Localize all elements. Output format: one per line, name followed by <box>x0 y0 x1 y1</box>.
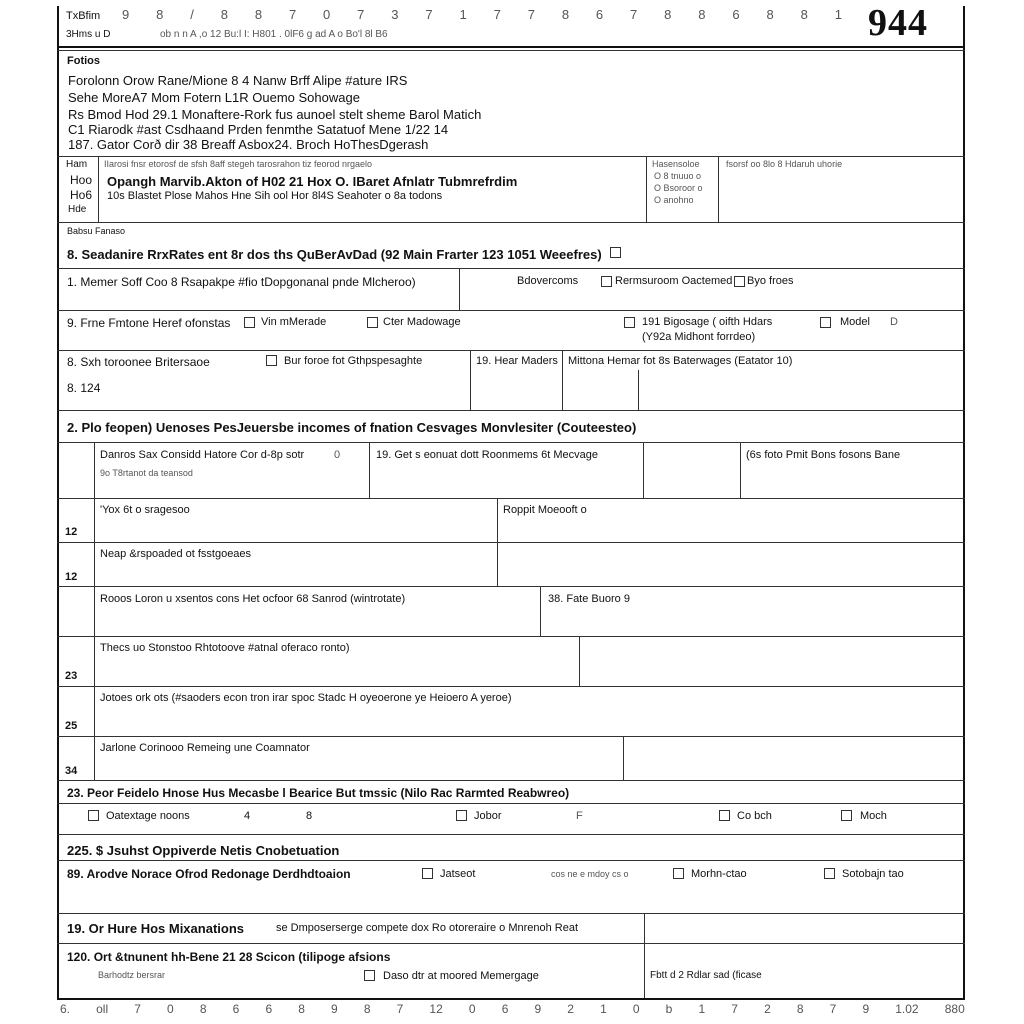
section-top-line: Rs Bmod Hod 29.1 Monaftere-Rork fus aunoel stelt sheme Barol Matich <box>68 107 482 122</box>
row120-option: Daso dtr at moored Memergage <box>383 970 539 982</box>
row120-checkbox[interactable] <box>364 970 375 981</box>
form-right-border <box>963 6 965 998</box>
row9-option-3: 191 Bigosage ( oifth Hdars <box>642 316 773 328</box>
digit: 2 <box>764 1002 771 1016</box>
header-digit-row <box>122 8 842 21</box>
section2-r1-c1-tail: 0 <box>334 449 341 461</box>
header-sublabel: 3Hms u D <box>66 29 111 40</box>
row9-option-2: Cter Madowage <box>383 316 461 328</box>
digit: 1 <box>600 1002 607 1016</box>
digit: 7 <box>493 7 501 22</box>
section-top-line: 187. Gator Corð dir 38 Breaff Asbox24. Broch HoThesDgerash <box>68 137 429 152</box>
row9-checkbox-4[interactable] <box>820 317 831 328</box>
digit: 9 <box>122 7 130 22</box>
row23-label: 23. Peor Feidelo Hnose Hus Mecasbe l Bearice But tmssic (Nilo Rac Rarmted Reabwreo) <box>67 786 570 800</box>
section2-r5-c1: Thecs uo Stonstoo Rhtotoove #atnal oferaco ronto) <box>100 642 350 654</box>
section2-r3-num: 12 <box>65 571 78 583</box>
row23-checkbox-3[interactable] <box>719 810 730 821</box>
digit: 7 <box>288 7 297 22</box>
form-number: 944 <box>868 2 928 44</box>
row1-option-2: Byo froes <box>747 275 794 287</box>
row23-checkbox-1[interactable] <box>88 810 99 821</box>
row8b-label: 8. Sxh toroonee Britersaoe <box>67 355 210 369</box>
digit: 8 <box>199 1002 207 1016</box>
row8b-sub: 8. 124 <box>67 381 101 395</box>
status-caption: Babsu Fanaso <box>67 226 126 236</box>
section2-r1-c3: (6s foto Pmit Bons fosons Bane <box>746 449 901 461</box>
row1-checkbox-1[interactable] <box>601 276 612 287</box>
section2-r3-c1: Neap &rspoaded ot fsstgoeaes <box>100 548 252 560</box>
digit: 8 <box>363 1002 371 1016</box>
name-left-label: Hoo <box>70 173 93 187</box>
row120-right: Fbtt d 2 Rdlar sad (ficase <box>650 970 762 981</box>
name-mid-line: O 8 tnuuo o <box>654 171 702 181</box>
row1-checkbox-2[interactable] <box>734 276 745 287</box>
row23-option-4: Moch <box>860 810 887 822</box>
name-left-label: Ham <box>66 159 88 170</box>
row225-label: 225. $ Jsuhst Oppiverde Netis Cnobetuation <box>67 843 340 858</box>
header-label: TxBfim <box>66 10 101 22</box>
digit: 0 <box>468 1002 476 1016</box>
row89-checkbox-2[interactable] <box>673 868 684 879</box>
name-left-label: Ho6 <box>70 188 93 202</box>
row89-checkbox-3[interactable] <box>824 868 835 879</box>
form-bottom-border <box>57 998 965 1000</box>
section-top-line: Sehe MoreA7 Mom Fotern L1R Ouemo Sohowage <box>68 90 360 105</box>
section2-r1-c1-sub: 9o T8rtanot da teansod <box>100 468 193 478</box>
section2-r5-num: 23 <box>65 670 78 682</box>
section-top-heading: Fotios <box>67 55 100 67</box>
digit: 9 <box>862 1002 870 1016</box>
row89-checkbox-1[interactable] <box>422 868 433 879</box>
row89-label: 89. Arodve Norace Ofrod Redonage Derdhdtoaion <box>67 867 351 881</box>
row23-option-2: Jobor <box>474 810 502 822</box>
row8b-col2: 19. Hear Maders <box>476 355 558 367</box>
digit: 9 <box>534 1002 542 1016</box>
digit: / <box>190 7 194 22</box>
digit: 6 <box>265 1002 273 1016</box>
digit: 8 <box>561 7 570 22</box>
digit: b <box>665 1002 673 1016</box>
digit: 8 <box>254 7 263 22</box>
row9-option-4-tail: D <box>890 316 898 328</box>
digit: 8 <box>698 7 706 22</box>
name-right-caption: fsorsf oo 8lo 8 Hdaruh uhorie <box>726 159 843 169</box>
digit: 7 <box>357 7 365 22</box>
row120-label: 120. Ort &tnunent hh-Bene 21 28 Scicon (tilipoge afsions <box>67 950 391 964</box>
row1-middle: Bdovercoms <box>517 275 579 287</box>
name-mid-line: O Bsoroor o <box>654 183 703 193</box>
row9-label: 9. Frne Fmtone Heref ofonstas <box>67 316 231 330</box>
section2-r1-c2: 19. Get s eonuat dott Roonmems 6t Mecvage <box>376 449 598 461</box>
digit: 7 <box>527 7 535 22</box>
digit: 8 <box>766 7 774 22</box>
digit: 1 <box>698 1002 706 1016</box>
digit: 8 <box>156 7 164 22</box>
status-line: 8. Seadanire RrxRates ent 8r dos ths QuBerAvDad (92 Main Frarter 123 1051 Weeefres) <box>67 247 602 262</box>
row23-option-3: Co bch <box>737 810 772 822</box>
digit: 7 <box>134 1002 141 1016</box>
row9-checkbox-3[interactable] <box>624 317 635 328</box>
footer-digit-row <box>60 1003 965 1015</box>
row89-option-1: Jatseot <box>440 868 476 880</box>
row23-checkbox-4[interactable] <box>841 810 852 821</box>
section2-r4-c1: Rooos Loron u xsentos cons Het ocfoor 68 Sanrod (wintrotate) <box>100 593 406 605</box>
section2-r6-c1: Jotoes ork ots (#saoders econ tron irar spoc Stadc H oyeoerone ye Heioero A yeroe) <box>100 692 512 704</box>
row9-option-3-sub: (Y92a Midhont forrdeo) <box>642 331 756 343</box>
digit: 6 <box>232 1002 240 1016</box>
digit: 6 <box>501 1002 509 1016</box>
row23-number-1: 4 <box>244 810 251 822</box>
row89-middle: cos ne e mdoy cs o <box>551 869 629 879</box>
digit: 7 <box>425 7 433 22</box>
header-divider <box>57 46 965 48</box>
section2-r4-c2: 38. Fate Buoro 9 <box>548 593 630 605</box>
digit: 2 <box>567 1002 574 1016</box>
row89-option-2: Morhn-ctao <box>691 868 747 880</box>
row23-number-2: 8 <box>306 810 313 822</box>
digit: 0 <box>323 7 331 22</box>
digit: 8 <box>796 1002 804 1016</box>
row9-option-4: Model <box>840 316 870 328</box>
name-caption: IIarosi fnsr etorosf de sfsh 8aff stegeh tarosrahon tiz feorod nrgaelo <box>104 159 372 169</box>
digit: 3 <box>391 7 399 22</box>
row9-checkbox-1[interactable] <box>244 317 255 328</box>
form-left-border <box>57 6 59 998</box>
row9-option-1: Vin mMerade <box>261 316 327 328</box>
digit: 8 <box>298 1002 305 1016</box>
row8b-checkbox[interactable] <box>266 355 277 366</box>
digit: 7 <box>396 1002 404 1016</box>
row23-option-1: Oatextage noons <box>106 810 190 822</box>
section-top-line: C1 Riarodk #ast Csdhaand Prden fenmthe Satatuof Mene 1/22 14 <box>68 122 449 137</box>
digit: 6 <box>732 7 740 22</box>
digit: 880 <box>944 1002 965 1016</box>
row23-option-2-tail: F <box>576 810 583 822</box>
row19-label: 19. Or Hure Hos Mixanations <box>67 921 244 936</box>
name-main-line: Opangh Marvib.Akton of H02 21 Hox O. IBaret Afnlatr Tubmrefrdim <box>107 174 518 189</box>
row8b-option: Bur foroe fot Gthpspesaghte <box>284 355 423 367</box>
section2-r2-num: 12 <box>65 526 78 538</box>
section2-r7-c1: Jarlone Corinooo Remeing une Coamnator <box>100 742 310 754</box>
row1-label: 1. Memer Soff Coo 8 Rsapakpe #fio tDopgonanal pnde Mlcheroo) <box>67 275 416 289</box>
digit: oll <box>96 1002 109 1016</box>
digit: 0 <box>167 1002 174 1016</box>
name-left-label: Hde <box>68 204 87 215</box>
digit: 1 <box>834 7 842 22</box>
section2-r6-num: 25 <box>65 720 78 732</box>
digit: 9 <box>331 1002 338 1016</box>
name-mid-caption: Hasensoloe <box>652 159 700 169</box>
digit: 1 <box>459 7 467 22</box>
digit: 8 <box>664 7 672 22</box>
digit: 0 <box>632 1002 640 1016</box>
row1-option-1: Rermsuroom Oactemed <box>615 275 733 287</box>
digit: 7 <box>829 1002 837 1016</box>
status-checkbox[interactable] <box>610 247 621 258</box>
name-sub-line: 10s Blastet Plose Mahos Hne Sih ool Hor 8l4S Seahoter o 8a todons <box>107 190 443 202</box>
name-mid-line: O anohno <box>654 195 694 205</box>
row8b-col3: Mittona Hemar fot 8s Baterwages (Eatator 10) <box>568 355 793 367</box>
row89-option-3: Sotobajn tao <box>842 868 904 880</box>
row19-text: se Dmposerserge compete dox Ro otoreraire o Mnrenoh Reat <box>276 922 579 934</box>
section2-r1-c1: Danros Sax Considd Hatore Cor d-8p sotr <box>100 449 305 461</box>
digit: 7 <box>630 7 638 22</box>
digit: 6 <box>595 7 604 22</box>
section2-r2-c1: 'Yox 6t o sragesoo <box>100 504 190 516</box>
row120-sub: Barhodtz bersrar <box>98 970 166 980</box>
digit: 7 <box>731 1002 738 1016</box>
digit: 6. <box>60 1002 71 1016</box>
row9-checkbox-2[interactable] <box>367 317 378 328</box>
row23-checkbox-2[interactable] <box>456 810 467 821</box>
digit: 8 <box>220 7 228 22</box>
digit: 12 <box>429 1002 443 1016</box>
section-top-line: Forolonn Orow Rane/Mione 8 4 Nanw Brff Alipe #ature IRS <box>68 73 408 88</box>
digit: 8 <box>800 7 808 22</box>
section2-heading: 2. Plo feopen) Uenoses PesJeuersbe incomes of fnation Cesvages Monvlesiter (Couteesteo) <box>67 420 637 435</box>
section2-r2-c2: Roppit Moeooft o <box>503 504 587 516</box>
digit: 1.02 <box>895 1002 919 1016</box>
section2-r7-num: 34 <box>65 765 78 777</box>
header-subtext: ob n n A ,o 12 Bu:l I: H801 . 0lF6 g ad A o Bo'l 8l B6 <box>160 29 388 40</box>
